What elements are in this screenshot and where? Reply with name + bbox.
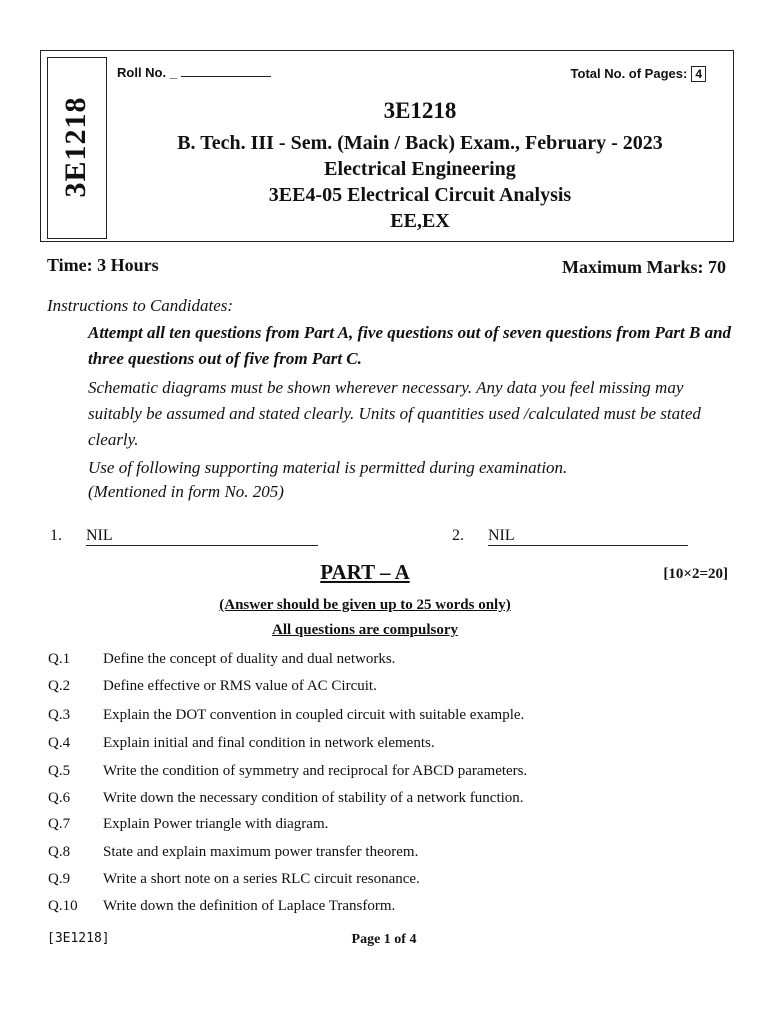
question-row: Q.9 Write a short note on a series RLC circuit resonance. xyxy=(48,871,420,887)
branch-title: Electrical Engineering xyxy=(324,158,516,180)
maximum-marks: Maximum Marks: 70 xyxy=(562,257,726,277)
material-item-1-value: NIL xyxy=(86,527,318,546)
roll-number-line xyxy=(181,76,271,77)
total-pages: Total No. of Pages: 4 xyxy=(571,66,706,82)
instruction-material xyxy=(88,456,738,504)
question-row: Q.7 Explain Power triangle with diagram. xyxy=(48,816,329,832)
instruction-schematic: Schematic diagrams must be shown wherever necessary. Any data you feel missing may suitably be assumed and stated clearly. Units of quantities used /calculated must be stated clearly. xyxy=(88,378,701,449)
material-item-2-value: NIL xyxy=(488,527,688,546)
instructions-title: Instructions to Candidates: xyxy=(47,296,234,315)
paper-code: 3E1218 xyxy=(383,98,457,123)
instruction-attempt: Attempt all ten questions from Part A, five questions out of seven questions from Part B and three questions out of five from Part C. xyxy=(88,323,732,368)
footer-paper-code: [3E1218] xyxy=(47,931,110,946)
question-row: Q.5 Write the condition of symmetry and reciprocal for ABCD parameters. xyxy=(48,763,528,779)
part-a-marks: [10×2=20] xyxy=(663,566,728,582)
part-a-compulsory: All questions are compulsory xyxy=(272,622,458,638)
question-row: Q.6 Write down the necessary condition of stability of a network function. xyxy=(48,790,524,806)
roll-number-label: Roll No. _ xyxy=(117,65,271,80)
total-pages-value: 4 xyxy=(691,66,706,82)
material-item-1: 1. NIL xyxy=(50,527,318,546)
part-a-note: (Answer should be given up to 25 words only) xyxy=(219,597,511,613)
instruction-material-line1: Use of following supporting material is permitted during examination. xyxy=(88,458,568,477)
question-row: Q.3 Explain the DOT convention in coupled circuit with suitable example. xyxy=(48,707,525,723)
exam-time: Time: 3 Hours xyxy=(47,255,159,275)
material-item-2: 2. NIL xyxy=(452,527,688,546)
subject-title: 3EE4-05 Electrical Circuit Analysis xyxy=(268,184,572,206)
question-row: Q.1 Define the concept of duality and dual networks. xyxy=(48,651,396,667)
question-row: Q.10 Write down the definition of Laplace Transform. xyxy=(48,898,396,914)
question-row: Q.8 State and explain maximum power transfer theorem. xyxy=(48,844,419,860)
part-a-title: PART – A xyxy=(320,560,410,584)
exam-title: B. Tech. III - Sem. (Main / Back) Exam., February - 2023 xyxy=(177,132,663,154)
streams: EE,EX xyxy=(390,210,450,232)
side-paper-code: 3E1218 xyxy=(59,96,92,198)
question-row: Q.4 Explain initial and final condition in network elements. xyxy=(48,735,435,751)
question-row: Q.2 Define effective or RMS value of AC Circuit. xyxy=(48,678,377,694)
instruction-material-line2: (Mentioned in form No. 205) xyxy=(88,482,284,501)
page-number: Page 1 of 4 xyxy=(351,932,417,947)
